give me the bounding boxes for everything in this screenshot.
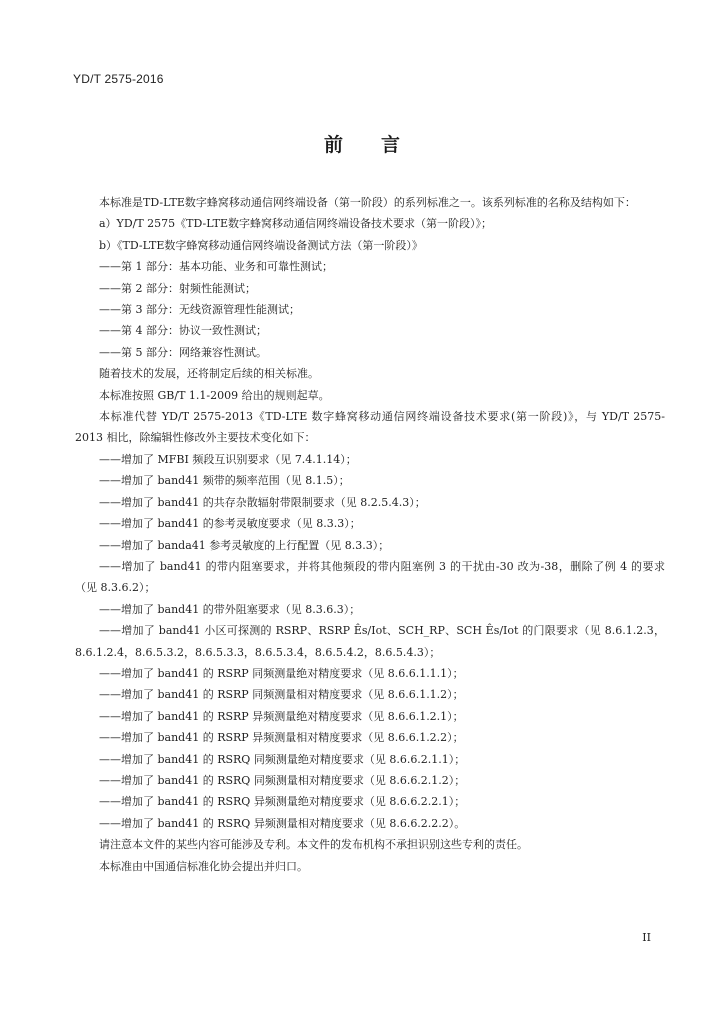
foreword-body (75, 192, 665, 877)
change-item: ——增加了 band41 频带的频率范围（见 8.1.5）； (99, 474, 350, 488)
change-item: ——增加了 band41 的 RSRP 异频测量相对精度要求（见 8.6.6.1.2.2）； (99, 731, 464, 745)
change-item: ——增加了 band41 的 RSRP 同频测量绝对精度要求（见 8.6.6.1.1.1）； (99, 666, 464, 680)
change-item: ——增加了 band41 的带外阻塞要求（见 8.3.6.3）； (99, 602, 361, 616)
series-item-a: a）YD/T 2575《TD-LTE数字蜂窝移动通信网终端设备技术要求（第一阶段）》； (99, 217, 493, 231)
change-item: ——增加了 MFBI 频段互识别要求（见 7.4.1.14）； (99, 452, 357, 466)
change-item: ——增加了 band41 的 RSRQ 异频测量绝对精度要求（见 8.6.6.2.2.1）； (99, 795, 466, 809)
change-item: ——增加了 band41 的共存杂散辐射带限制要求（见 8.2.5.4.3）； (99, 495, 426, 509)
change-item: ——增加了 band41 的 RSRP 异频测量绝对精度要求（见 8.6.6.1.2.1）； (99, 709, 464, 723)
page-title: 前言 (323, 134, 438, 156)
standard-number-header: YD/T 2575-2016 (73, 72, 164, 86)
intro-paragraph: 本标准是TD-LTE数字蜂窝移动通信网终端设备（第一阶段）的系列标准之一。该系列标准的名称及结构如下： (99, 196, 636, 209)
series-part-2: ——第 2 部分：射频性能测试； (99, 281, 256, 295)
patent-notice-paragraph: 请注意本文件的某些内容可能涉及专利。本文件的发布机构不承担识别这些专利的责任。 (99, 838, 528, 852)
change-item: ——增加了 band41 的 RSRQ 同频测量相对精度要求（见 8.6.6.2.1.2）； (99, 773, 466, 787)
change-item: ——增加了 band41 的带内阻塞要求，并将其他频段的带内阻塞例 3 的干扰由-30 改为-38，删除了例 4 的要求（见 8.3.6.2）； (75, 559, 665, 595)
change-item: ——增加了 band41 的 RSRQ 同频测量绝对精度要求（见 8.6.6.2.1.1）； (99, 752, 466, 766)
change-item: ——增加了 band41 的 RSRP 同频测量相对精度要求（见 8.6.6.1.1.2）； (99, 688, 464, 702)
series-item-b: b）《TD-LTE数字蜂窝移动通信网终端设备测试方法（第一阶段）》 (99, 238, 423, 252)
proposer-paragraph: 本标准由中国通信标准化协会提出并归口。 (99, 859, 308, 873)
drafting-rule-paragraph: 本标准按照 GB/T 1.1-2009 给出的规则起草。 (99, 388, 330, 402)
change-item: ——增加了 banda41 参考灵敏度的上行配置（见 8.3.3）； (99, 538, 390, 552)
followup-paragraph: 随着技术的发展，还将制定后续的相关标准。 (99, 367, 319, 381)
change-item: ——增加了 band41 小区可探测的 RSRP、RSRP Ês/Iot、SCH_RP、SCH Ês/Iot 的门限要求（见 8.6.1.2.3，8.6.1.2.4，8.6.5.3.2，8.6.5.3.3，8.6.5.3.4，8.6.5.4.2，8.6.5.4.3）； (75, 624, 665, 659)
page-number: II (642, 931, 651, 944)
change-item: ——增加了 band41 的 RSRQ 异频测量相对精度要求（见 8.6.6.2.2.2）。 (99, 816, 466, 830)
series-part-4: ——第 4 部分：协议一致性测试； (99, 324, 267, 338)
series-part-3: ——第 3 部分：无线资源管理性能测试； (99, 303, 300, 317)
replaces-paragraph: 本标准代替 YD/T 2575-2013《TD-LTE 数字蜂窝移动通信网终端设备技术要求(第一阶段)》，与 YD/T 2575-2013 相比，除编辑性修改外主要技术变化如下： (75, 410, 665, 445)
change-item: ——增加了 band41 的参考灵敏度要求（见 8.3.3）； (99, 517, 361, 531)
series-part-5: ——第 5 部分：网络兼容性测试。 (99, 345, 267, 359)
series-part-1: ——第 1 部分：基本功能、业务和可靠性测试； (99, 260, 333, 274)
